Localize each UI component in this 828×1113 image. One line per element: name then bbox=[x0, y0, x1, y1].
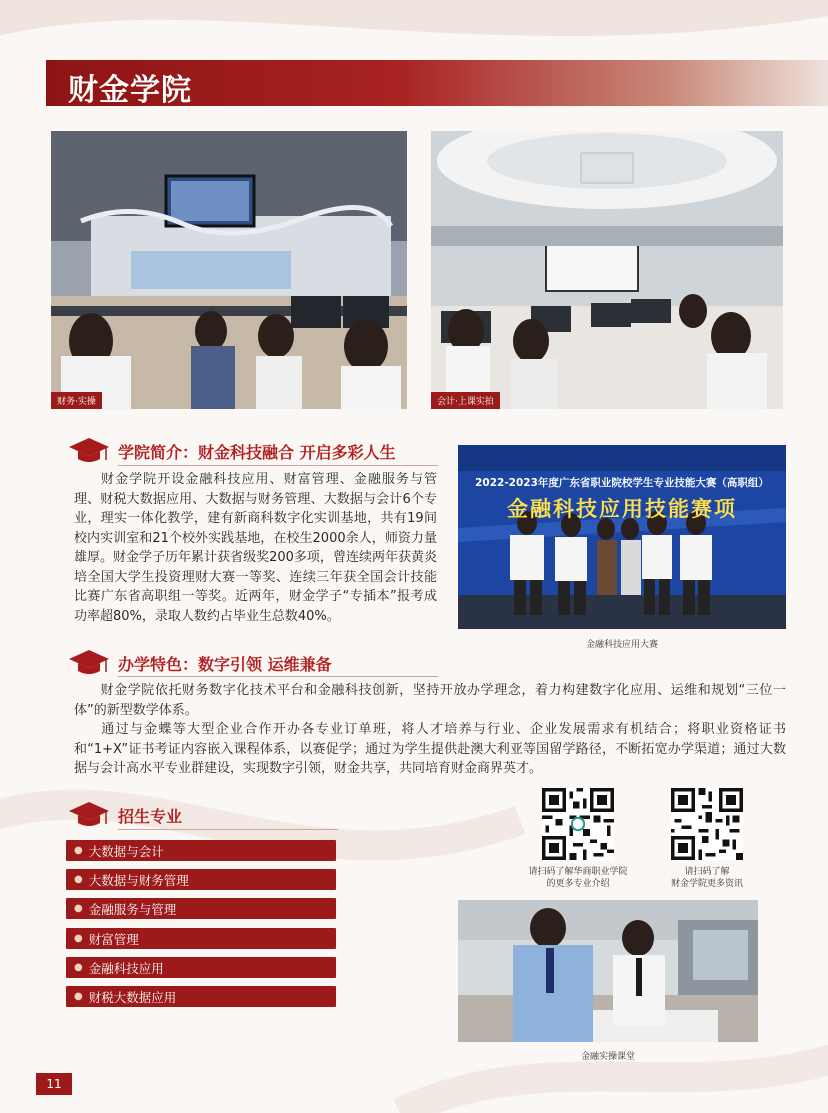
page-title: 财金学院 bbox=[68, 73, 192, 108]
qr-caption-line: 请扫码了解华商职业学院 bbox=[528, 867, 628, 877]
major-item: ● 大数据与会计 bbox=[66, 840, 336, 861]
photo-caption: 财务·实操 bbox=[51, 392, 102, 409]
features-paragraph-1 bbox=[74, 681, 786, 720]
competition-caption: 金融科技应用大赛 bbox=[585, 640, 658, 650]
qr-caption-line: 的更多专业介绍 bbox=[546, 879, 610, 889]
major-item: ● 大数据与财务管理 bbox=[66, 869, 336, 890]
divider bbox=[118, 465, 438, 466]
photo-practice-class bbox=[458, 900, 758, 1042]
intro-paragraph bbox=[74, 470, 437, 626]
major-label: 大数据与财务管理 bbox=[88, 872, 189, 888]
graduation-cap-icon bbox=[68, 436, 110, 466]
major-item: ● 金融科技应用 bbox=[66, 957, 336, 978]
major-label: 金融科技应用 bbox=[88, 960, 164, 976]
features-text-2: 通过与金蝶等大型企业合作开办各专业订单班，将人才培养与行业、企业发展需求有机结合；将职业资格证书和“1+X”证书考证内容嵌入课程体系，以赛促学；通过为学生提供赴澳大利亚等国留学路径，不断拓宽办学渠道；通过大数据与会计高水平专业群建设，实现数字引领，财金共享，共同培育财金商界英才。 bbox=[74, 722, 786, 776]
graduation-cap-icon bbox=[68, 800, 110, 830]
intro-heading bbox=[68, 436, 396, 466]
features-paragraph-2 bbox=[74, 720, 786, 779]
intro-heading-text: 学院简介：财金科技融合 开启多彩人生 bbox=[118, 442, 396, 462]
major-label: 金融服务与管理 bbox=[88, 901, 177, 917]
major-label: 财富管理 bbox=[88, 931, 139, 947]
qr-caption-right bbox=[654, 866, 760, 890]
competition-banner-line1: 2022-2023年度广东省职业院校学生专业技能大赛（高职组） bbox=[475, 477, 769, 489]
features-heading-text: 办学特色：数字引领 运维兼备 bbox=[118, 654, 332, 674]
features-text-1: 财金学院依托财务数字化技术平台和金融科技创新，坚持开放办学理念，着力构建数字化应用、运维和规划“三位一体”的新型数学体系。 bbox=[74, 683, 786, 718]
lab-photo-illustration bbox=[51, 131, 407, 409]
photo-competition bbox=[458, 445, 786, 629]
title-banner bbox=[46, 60, 828, 106]
major-item: ● 金融服务与管理 bbox=[66, 898, 336, 919]
photo-caption: 会计·上课实拍 bbox=[431, 392, 500, 409]
major-item: ● 财富管理 bbox=[66, 928, 336, 949]
major-label: 财税大数据应用 bbox=[88, 989, 177, 1005]
features-heading bbox=[68, 648, 332, 678]
qr-code-finance-news[interactable] bbox=[671, 788, 743, 860]
divider bbox=[118, 829, 338, 830]
intro-text: 财金学院开设金融科技应用、财富管理、金融服务与管理、财税大数据应用、大数据与财务管理、大数据与会计6个专业，理实一体化教学，建有新商科数字化实训基地，共有19间校内实训室和21个校外实践基地，在校生2000余人，师资力量雄厚。财金学子历年累计获省级奖200多项，曾连续两年获黄炎培全国大学生投资理财大赛一等奖、连续三年获全国会计技能比赛广东省高职组一等奖。近两年，财金学子“专插本”报考成功率超80%，录取人数约占毕业生总数40%。 bbox=[74, 472, 437, 624]
graduation-cap-icon bbox=[68, 648, 110, 678]
photo-finance-practice bbox=[51, 131, 407, 409]
qr-caption-left bbox=[520, 866, 636, 890]
major-label: 大数据与会计 bbox=[88, 843, 164, 859]
competition-photo-illustration bbox=[458, 445, 786, 629]
major-item: ● 财税大数据应用 bbox=[66, 986, 336, 1007]
practice-caption: 金融实操课堂 bbox=[580, 1052, 635, 1062]
classroom-photo-illustration bbox=[431, 131, 783, 409]
practice-photo-illustration bbox=[458, 900, 758, 1042]
competition-banner-line2: 金融科技应用技能赛项 bbox=[507, 497, 737, 521]
page-number: 11 bbox=[36, 1073, 72, 1095]
qr-code-icon bbox=[542, 788, 614, 860]
qr-caption-line: 财金学院更多资讯 bbox=[670, 879, 743, 889]
majors-heading bbox=[68, 800, 182, 830]
qr-code-college-info[interactable] bbox=[542, 788, 614, 860]
qr-code-icon bbox=[671, 788, 743, 860]
divider bbox=[118, 676, 438, 677]
qr-caption-line: 请扫码了解 bbox=[684, 867, 730, 877]
photo-accounting-class bbox=[431, 131, 783, 409]
majors-heading-text: 招生专业 bbox=[118, 806, 183, 826]
